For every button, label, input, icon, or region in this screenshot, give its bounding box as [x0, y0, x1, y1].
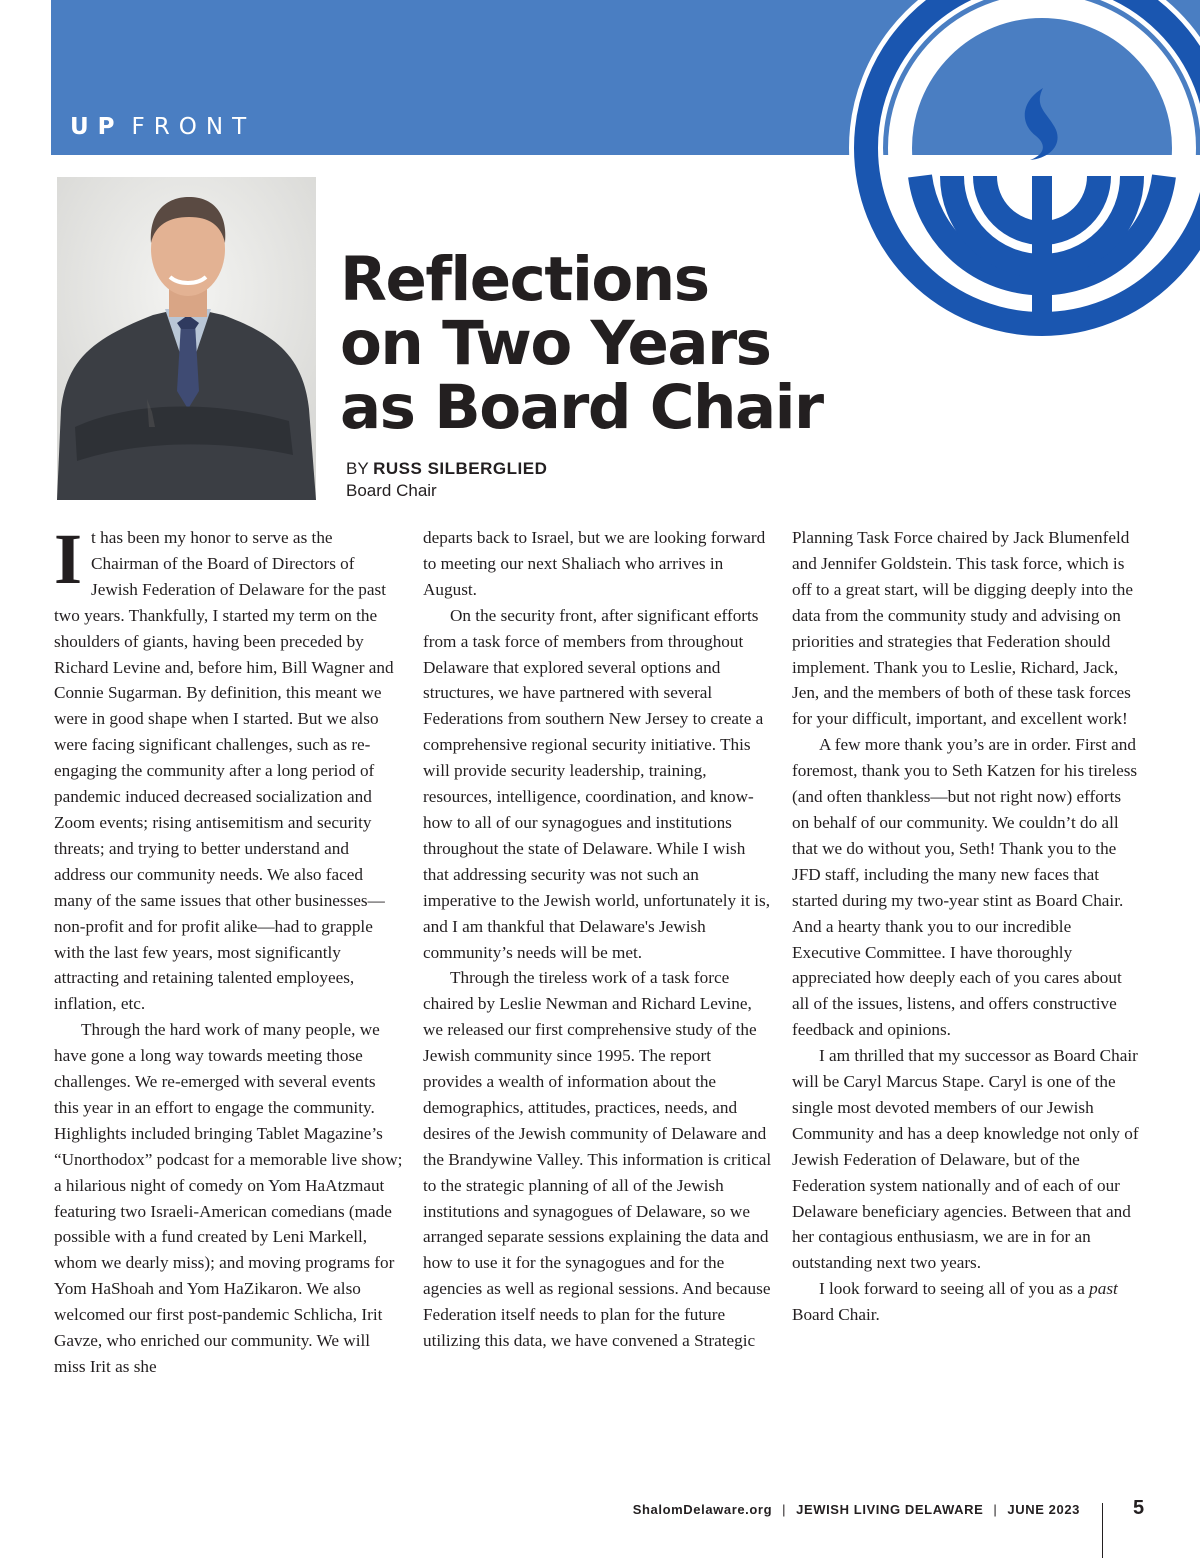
page-number: 5	[1133, 1497, 1145, 1519]
paragraph-1-text: t has been my honor to serve as the Chairman of the Board of Directors of Jewish Federation of Delaware for the past two years. Thankfully, I started my term on the shoulders of giants, having been preceded by Richard Levine and, before him, Bill Wagner and Connie Sugarman. By definition, this meant we were in good shape when I started. But we also were facing significant challenges, such as re-engaging the community after a long period of pandemic induced decreased socialization and Zoom events; rising antisemitism and security threats; and trying to better understand and address our community needs. We also faced many of the same issues that other businesses—non-profit and for profit alike—had to grapple with the last few years, most significantly attracting and retaining talented employees, inflation, etc.	[54, 528, 394, 1014]
article-title-line-2: on Two Years	[340, 308, 771, 379]
section-label-light: FRONT	[131, 114, 256, 140]
paragraph-7-end: Board Chair.	[792, 1305, 880, 1325]
footer-divider	[1102, 1503, 1103, 1558]
section-label	[70, 114, 255, 140]
paragraph-3: On the security front, after significant efforts from a task force of members from throughout Delaware that explored several options and structures, we have partnered with several Federations from southern New Jersey to create a comprehensive regional security initiative. This will provide security leadership, training, resources, intelligence, coordination, and know-how to all of our synagogues and institutions throughout the state of Delaware. While I wish that addressing security was not such an imperative to the Jewish world, unfortunately it is, and I am thankful that Delaware's Jewish community’s needs will be met.	[423, 605, 771, 962]
article-title-line-1: Reflections	[340, 244, 709, 315]
paragraph-2-continued: departs back to Israel, but we are looking forward to meeting our next Shaliach who arrives in August.	[423, 528, 766, 599]
paragraph-1	[54, 519, 404, 1017]
article-title	[340, 244, 940, 443]
drop-cap: I	[54, 519, 83, 599]
footer-website: ShalomDelaware.org	[632, 1502, 773, 1517]
paragraph-7-start: I look forward to seeing all of you as a	[819, 1279, 1090, 1299]
footer-separator: |	[993, 1502, 998, 1517]
footer-separator: |	[782, 1502, 787, 1517]
section-label-strong: UP	[70, 114, 124, 140]
article-column-2	[423, 525, 773, 1354]
author-role: Board Chair	[346, 481, 437, 500]
paragraph-4-continued: Planning Task Force chaired by Jack Blumenfeld and Jennifer Goldstein. This task force, which is off to a great start, will be digging deeply into the data from the community study and advising on priorities and strategies that Federation should implement. Thank you to Leslie, Richard, Jack, Jen, and the members of both of these task forces for your difficult, important, and excellent work!	[792, 528, 1133, 729]
paragraph-7-emphasis: past	[1089, 1279, 1118, 1299]
footer-issue: JUNE 2023	[1007, 1502, 1080, 1517]
byline	[346, 458, 547, 502]
footer-publication: JEWISH LIVING DELAWARE	[796, 1502, 984, 1517]
article-column-3	[792, 525, 1142, 1328]
paragraph-2: Through the hard work of many people, we have gone a long way towards meeting those challenges. We re-emerged with several events this year in an effort to engage the community. Highlights included bringing Tablet Magazine’s “Unorthodox” podcast for a memorable live show; a hilarious night of comedy on Yom HaAtzmaut featuring two Israeli-American comedians (made possible with a fund created by Leni Markell, whom we dearly miss); and moving programs for Yom HaShoah and Yom HaZikaron. We also welcomed our first post-pandemic Schlicha, Irit Gavze, who enriched our community. We will miss Irit as she	[54, 1020, 403, 1376]
author-portrait-photo-icon	[57, 177, 316, 500]
article-column-1	[54, 519, 404, 1380]
author-name: RUSS SILBERGLIED	[373, 459, 548, 478]
paragraph-4: Through the tireless work of a task force chaired by Leslie Newman and Richard Levine, we released our first comprehensive study of the Jewish community since 1995. The report provides a wealth of information about the demographics, attitudes, practices, needs, and desires of the Jewish community of Delaware and the Brandywine Valley. This information is critical to the strategic planning of all of the Jewish institutions and synagogues of Delaware, so we arranged separate sessions explaining the data and how to use it for the synagogues and for the agencies as well as regional sessions. And because Federation itself needs to plan for the future utilizing this data, we have convened a Strategic	[423, 968, 772, 1351]
byline-prefix: BY	[346, 459, 369, 478]
paragraph-6: I am thrilled that my successor as Board Chair will be Caryl Marcus Stape. Caryl is one of the single most devoted members of our Jewish Community and has a deep knowledge not only of Jewish Federation of Delaware, but of the Federation system nationally and of each of our Delaware beneficiary agencies. Between that and her contagious enthusiasm, we are in for an outstanding next two years.	[792, 1046, 1139, 1273]
page-footer	[633, 1502, 1080, 1517]
article-title-line-3: as Board Chair	[340, 372, 823, 443]
paragraph-5: A few more thank you’s are in order. First and foremost, thank you to Seth Katzen for his tireless (and often thankless—but not right now) efforts on behalf of our community. We couldn’t do all that we do without you, Seth! Thank you to the JFD staff, including the many new faces that started during my two-year stint as Board Chair. And a hearty thank you to our incredible Executive Committee. I have thoroughly appreciated how deeply each of you cares about all of the issues, listens, and offers constructive feedback and opinions.	[792, 735, 1138, 1040]
paragraph-7	[792, 1276, 1142, 1328]
